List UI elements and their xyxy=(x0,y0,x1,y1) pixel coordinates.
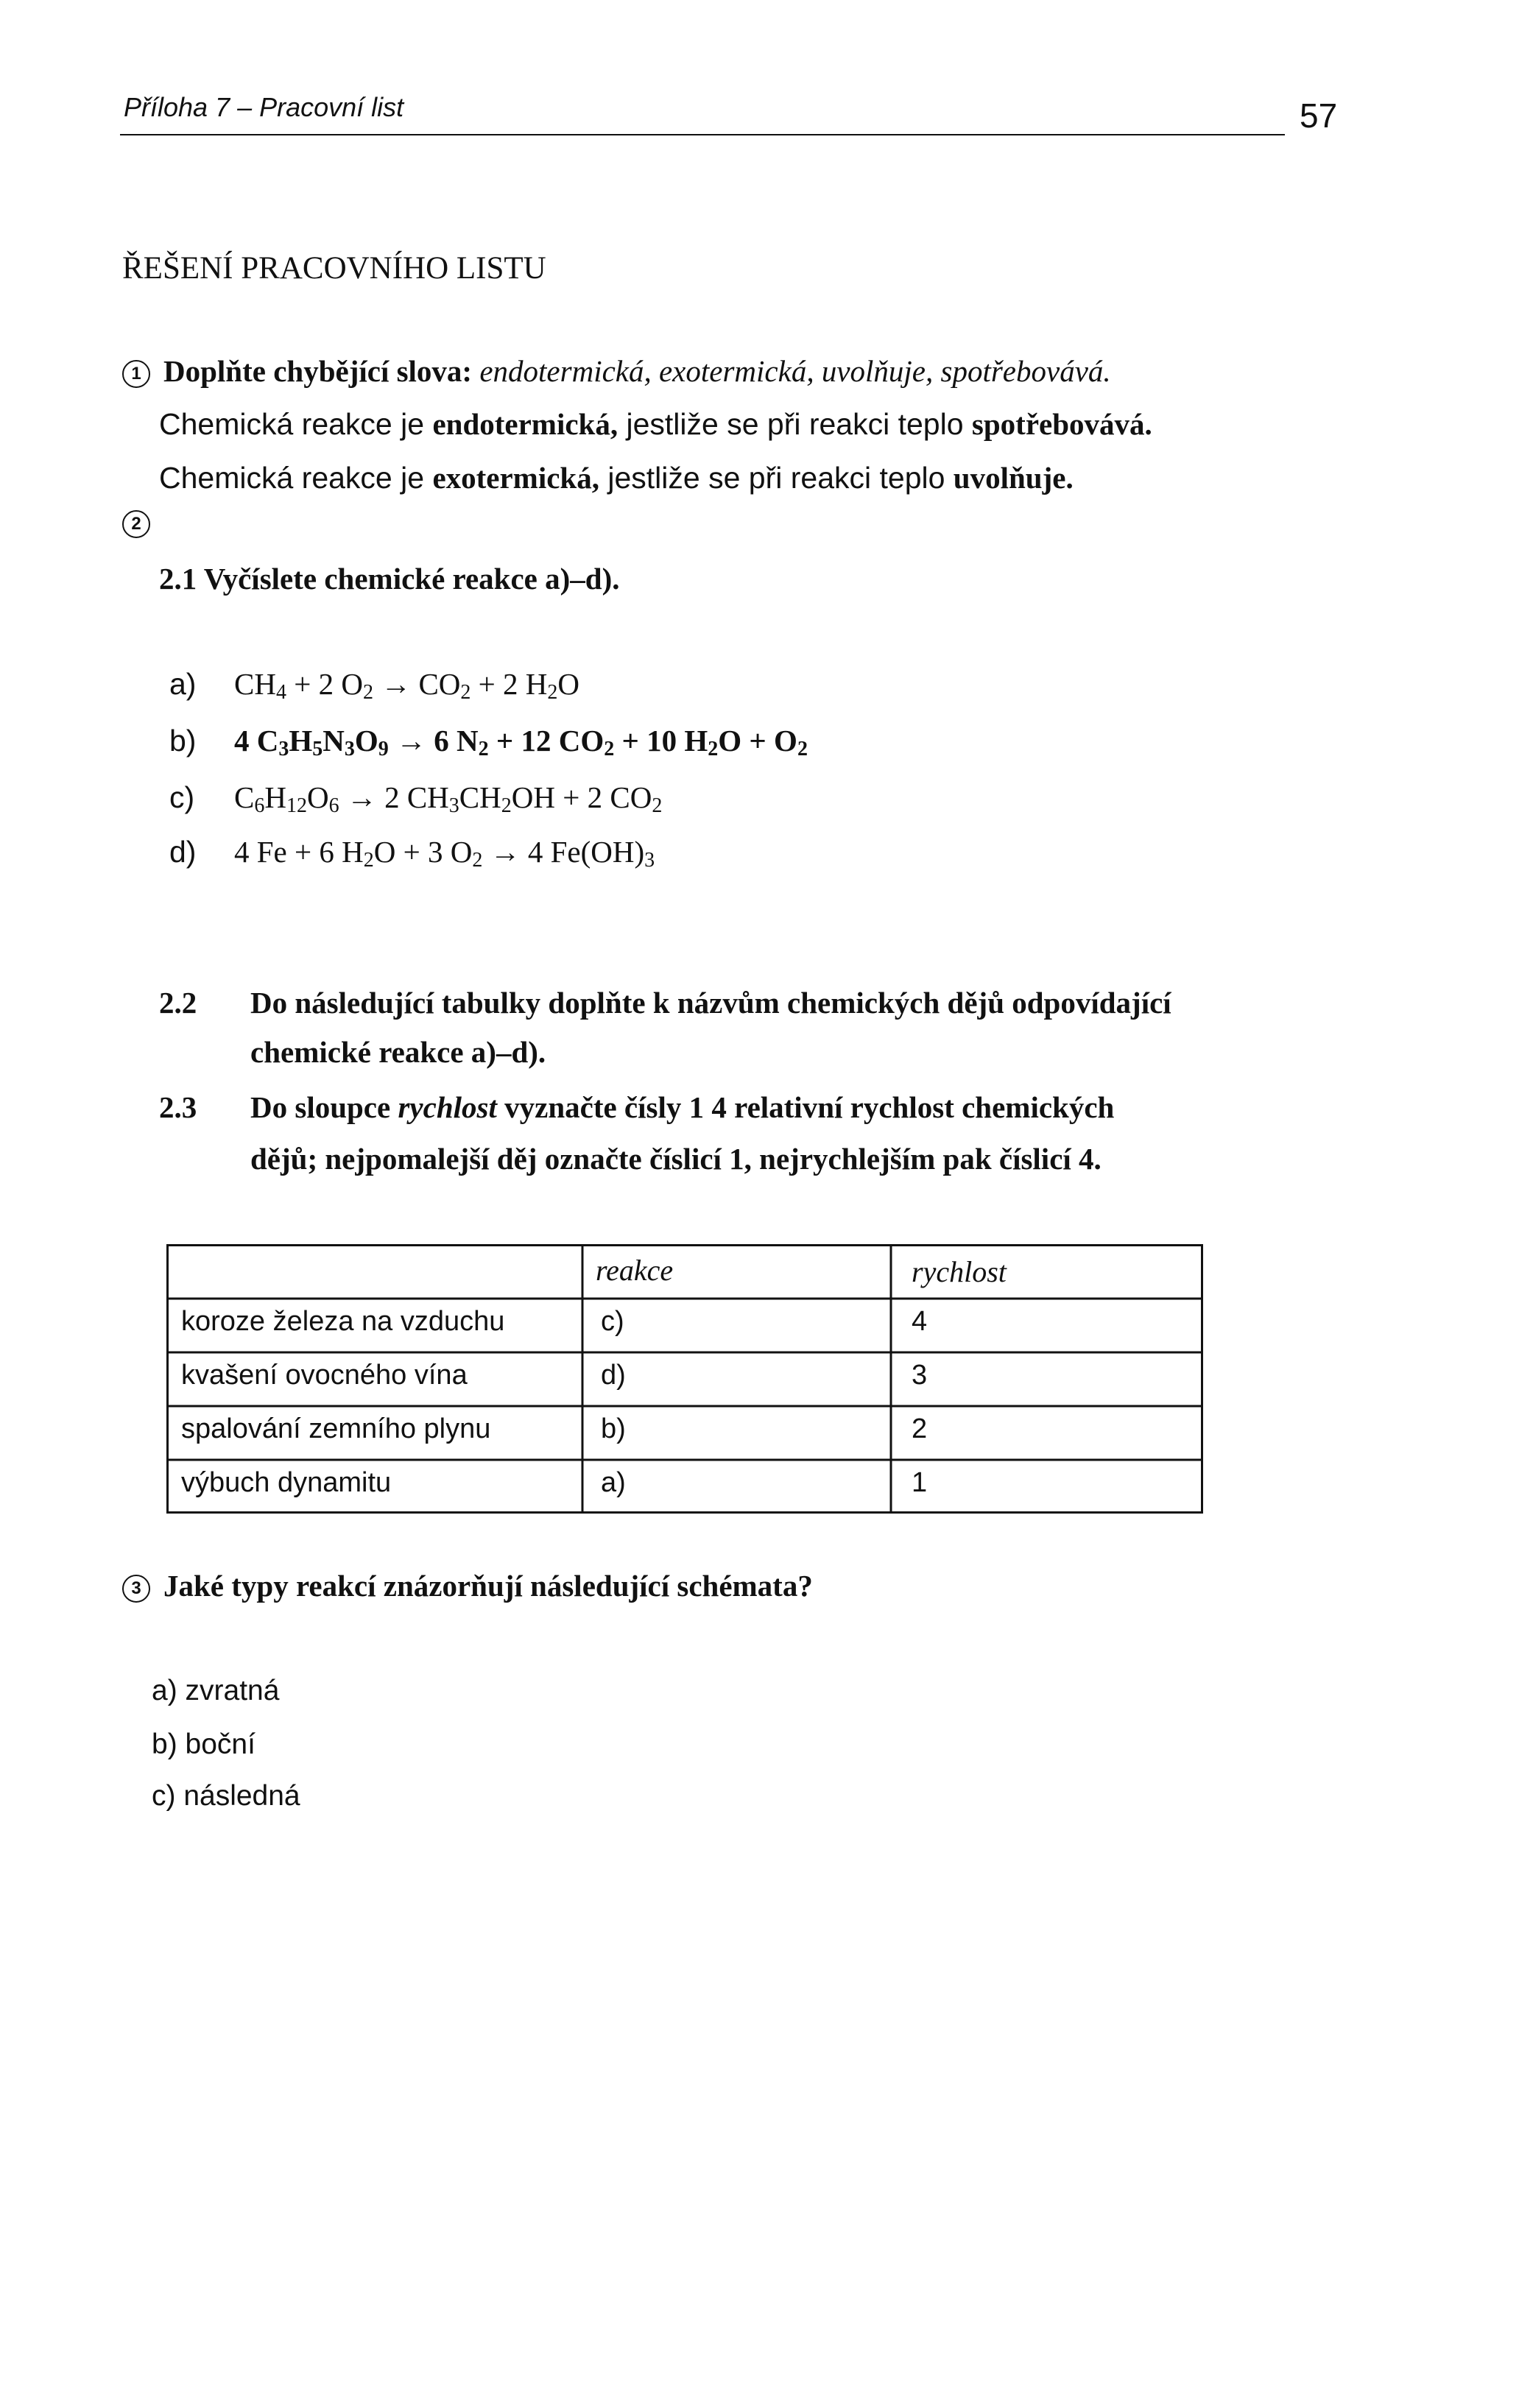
table-cell-speed: 4 xyxy=(912,1306,928,1337)
answer-1-line-1-b: endotermická, xyxy=(432,407,618,441)
equation-d: d) 4 Fe + 6 $H_2O + 3$ $O_2 \to 4$ $Fe(OH)_3$ xyxy=(169,835,655,872)
table-cell-speed: 3 xyxy=(912,1360,928,1391)
answer-1-line-1 xyxy=(159,406,1152,442)
task-2-3-line-2: dějů; nejpomalejší děj označte číslicí 1, nejrychlejším pak číslicí 4. xyxy=(250,1142,1102,1176)
question-2-marker: 2 xyxy=(122,510,150,538)
question-1 xyxy=(122,353,1111,389)
task-2-3-number: 2.3 xyxy=(159,1090,197,1124)
task-2-1: 2.1 Vyčíslete chemické reakce a)–d). xyxy=(159,562,620,596)
task-2-3-text-c: vyznačte čísly 1 4 relativní rychlost chemických xyxy=(496,1090,1115,1124)
equation-a-label: a) xyxy=(169,667,197,701)
table-header-rychlost: rychlost xyxy=(912,1255,1007,1288)
task-2-2-line-1: Do následující tabulky doplňte k názvům chemických dějů odpovídající xyxy=(250,986,1171,1020)
page-number: 57 xyxy=(1300,96,1338,135)
task-2-3-text-a: Do sloupce xyxy=(250,1090,398,1124)
answer-1-line-2-b: exotermická, xyxy=(432,461,599,495)
equation-a: a) $CH_4 + 2$ $O_2 \to CO_2 + 2$ $H_2O$ xyxy=(169,667,580,704)
table-cell-reaction: c) xyxy=(601,1306,624,1337)
equation-c-label: c) xyxy=(169,780,195,814)
answer-1-line-1-d: spotřebovává. xyxy=(971,407,1152,441)
table-header-reakce: reakce xyxy=(596,1254,674,1287)
task-2-3-text-b: rychlost xyxy=(398,1090,497,1124)
answer-3-b: b) boční xyxy=(152,1729,255,1760)
answer-3-a: a) zvratná xyxy=(152,1675,280,1706)
reaction-table xyxy=(166,1244,1203,1514)
equation-b: b) 4 $C_3H_5N_3O_9 \to 6$ $N_2 + 12$ $CO_2 + 10$ $H_2O + O_2$ xyxy=(169,724,808,760)
table-cell-name: výbuch dynamitu xyxy=(181,1467,392,1498)
answer-1-line-2-c: jestliže se při reakci teplo xyxy=(599,461,954,495)
question-2-marker-wrap xyxy=(122,510,163,538)
equation-c: c) $C_6H_{12}O_6 \to 2$ $CH_3CH_2OH + 2$ $CO_2$ xyxy=(169,780,663,817)
answer-1-line-2 xyxy=(159,460,1074,495)
answer-1-line-1-c: jestliže se při reakci teplo xyxy=(618,407,972,441)
table-cell-reaction: d) xyxy=(601,1360,626,1391)
question-1-words: endotermická, exotermická, uvolňuje, spotřebovává. xyxy=(479,354,1111,388)
answer-3-c: c) následná xyxy=(152,1780,300,1812)
table-cell-name: koroze železa na vzduchu xyxy=(181,1306,505,1337)
header-rule xyxy=(120,134,1285,135)
table-cell-reaction: a) xyxy=(601,1467,626,1498)
question-3 xyxy=(122,1568,813,1603)
task-2-2-number: 2.2 xyxy=(159,986,197,1020)
page-header-title: Příloha 7 – Pracovní list xyxy=(124,92,404,122)
question-3-prompt: Jaké typy reakcí znázorňují následující schémata? xyxy=(163,1569,813,1603)
table-cell-speed: 2 xyxy=(912,1413,928,1444)
table-cell-name: spalování zemního plynu xyxy=(181,1413,491,1444)
table-cell-speed: 1 xyxy=(912,1467,928,1498)
task-2-2-line-2: chemické reakce a)–d). xyxy=(250,1035,546,1069)
question-3-marker: 3 xyxy=(122,1575,150,1603)
table-cell-reaction: b) xyxy=(601,1413,626,1444)
answer-1-line-2-d: uvolňuje. xyxy=(953,461,1074,495)
answer-1-line-2-a: Chemická reakce je xyxy=(159,461,433,495)
table-cell-name: kvašení ovocného vína xyxy=(181,1360,468,1391)
question-1-prompt: Doplňte chybějící slova: xyxy=(163,354,473,388)
question-1-marker: 1 xyxy=(122,360,150,388)
answer-1-line-1-a: Chemická reakce je xyxy=(159,407,433,441)
page-title: ŘEŠENÍ PRACOVNÍHO LISTU xyxy=(122,251,546,286)
equation-b-label: b) xyxy=(169,724,197,758)
equation-d-label: d) xyxy=(169,835,197,869)
task-2-3-line-1 xyxy=(250,1090,1114,1125)
